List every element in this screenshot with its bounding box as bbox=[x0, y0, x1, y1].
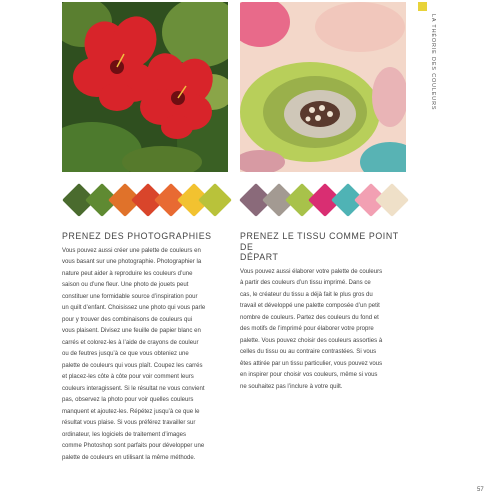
text-line: couleurs interagissent. Si le résultat ne vous convient bbox=[62, 385, 205, 392]
text-line: nature peut aider à reproduire les couleurs d’une bbox=[62, 270, 193, 277]
right-heading bbox=[240, 231, 410, 263]
palette-swatch bbox=[375, 183, 409, 217]
text-line: des motifs de l’imprimé pour élaborer votre propre bbox=[240, 326, 374, 332]
text-line: Vous pouvez aussi élaborer votre palette de couleurs bbox=[240, 268, 383, 275]
text-line: carrés et colorez-les à l’aide de crayons de couleur bbox=[62, 339, 199, 346]
text-line: saison ou d’une fleur. Une photo de jouets peut bbox=[62, 282, 189, 288]
text-line: ordinateur, les logiciels de traitement d’images bbox=[62, 431, 187, 438]
hibiscus-photo bbox=[62, 2, 228, 172]
left-body bbox=[62, 246, 232, 465]
heading-line: PRENEZ LE TISSU COMME POINT DE bbox=[240, 231, 399, 252]
chapter-tab-marker bbox=[418, 2, 427, 11]
text-line: pour y trouver des combinaisons de couleurs qui bbox=[62, 316, 193, 323]
left-heading: PRENEZ DES PHOTOGRAPHIES bbox=[62, 231, 212, 241]
text-line: vous basant sur une photographie. Photographier la bbox=[62, 259, 202, 265]
text-line: pas, observez la photo pour voir quelles couleurs bbox=[62, 397, 194, 403]
text-line: êtes attirée par un tissu particulier, vous pouvez vous bbox=[240, 360, 383, 367]
text-line: en inspirer pour choisir vos couleurs, même si vous bbox=[240, 372, 378, 378]
right-body bbox=[240, 267, 410, 394]
text-line: travail et développé une palette composée d’un petit bbox=[240, 303, 380, 309]
text-line: nombre de couleurs. Partez des couleurs du fond et bbox=[240, 314, 379, 321]
heading-line: DÉPART bbox=[240, 252, 279, 262]
right-color-palette bbox=[240, 185, 406, 219]
text-line: ne souhaitez pas l’inclure à votre quilt. bbox=[240, 383, 343, 390]
text-line: celles du tissu ou au contraire contrastées. Si vous bbox=[240, 349, 377, 355]
chapter-side-label: LA THÉORIE DES COULEURS bbox=[430, 14, 436, 111]
text-line: palette de couleurs en utilisant la même méthode. bbox=[62, 454, 196, 461]
text-line: vous plaisent. Divisez une feuille de papier blanc en bbox=[62, 328, 201, 334]
left-color-palette bbox=[63, 185, 229, 219]
text-line: Vous pouvez aussi créer une palette de couleurs en bbox=[62, 247, 201, 254]
palette-swatch bbox=[198, 183, 232, 217]
text-line: constituer une formidable source d’inspiration pour bbox=[62, 293, 198, 300]
text-line: palette. Vous pouvez choisir des couleurs assorties à bbox=[240, 337, 383, 344]
text-line: ou de feutres jusqu’à ce que vous obteniez une bbox=[62, 351, 189, 357]
text-line: résultat vous plaise. Si vous préférez travailler sur bbox=[62, 420, 196, 426]
text-line: et placez-les côte à côte pour voir comment leurs bbox=[62, 374, 194, 380]
hibiscus-image bbox=[62, 2, 228, 172]
text-line: manquent et ajoutez-les. Répétez jusqu’à ce que le bbox=[62, 408, 200, 415]
text-line: comme Photoshop sont parfaits pour développer une bbox=[62, 443, 205, 449]
right-column bbox=[240, 231, 410, 393]
page-number: 57 bbox=[477, 487, 484, 493]
text-line: palette de couleurs qui vous plaît. Coupez les carrés bbox=[62, 362, 203, 369]
text-line: un quilt d’enfant. Choisissez une photo qui vous parle bbox=[62, 305, 206, 311]
left-column bbox=[62, 231, 232, 464]
fabric-image bbox=[240, 2, 406, 172]
fabric-photo bbox=[240, 2, 406, 172]
text-line: à partir des couleurs d’un tissu imprimé. Dans ce bbox=[240, 280, 371, 286]
text-line: cas, le créateur du tissu a déjà fait le plus gros du bbox=[240, 291, 373, 298]
